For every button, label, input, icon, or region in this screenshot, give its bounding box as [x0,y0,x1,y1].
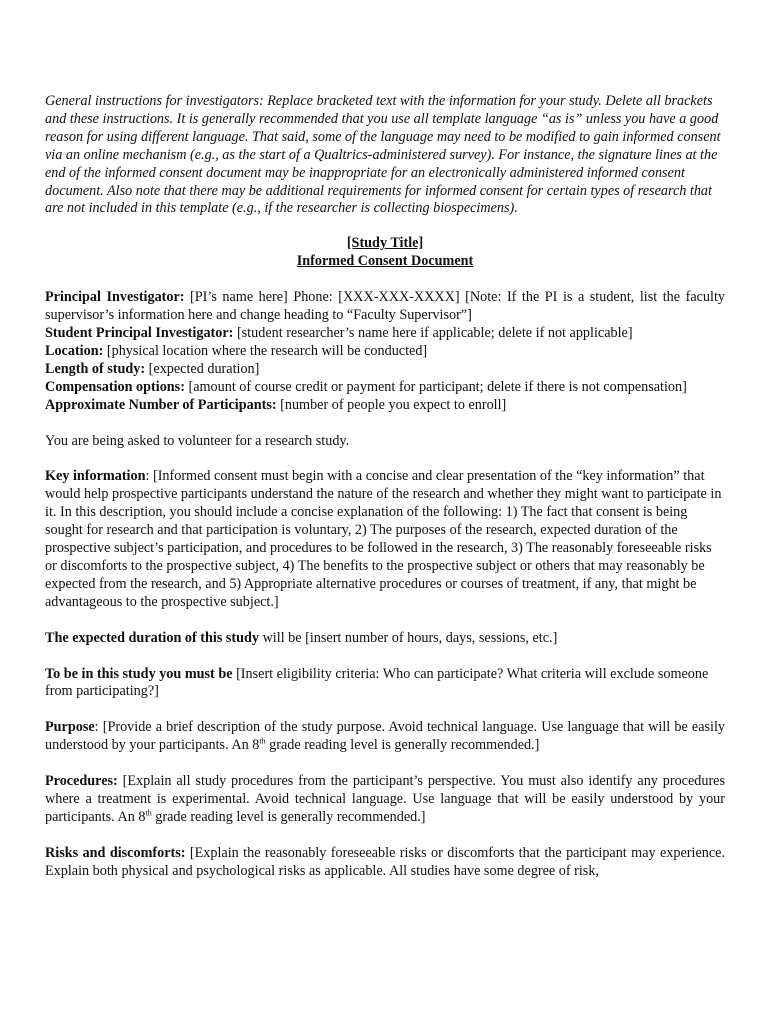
participants-value: [number of people you expect to enroll] [276,396,507,413]
risks-text: [Explain the reasonably foreseeable risks or discomforts that the participant may experience. Explain both physical and psychological risks as applicable. All studies have some degree of risk, [45,844,725,879]
principal-investigator-line [45,289,725,325]
student-pi-label: Student Principal Investigator: [45,324,234,341]
length-line [45,361,725,379]
student-pi-value: [student researcher’s name here if applicable; delete if not applicable] [233,324,633,341]
title-block [45,235,725,271]
risks-paragraph [45,845,725,881]
duration-text: will be [insert number of hours, days, sessions, etc.] [259,629,558,646]
risks-label: Risks and discomforts: [45,844,186,861]
pi-label: Principal Investigator: [45,289,185,306]
eligibility-paragraph [45,666,725,702]
eligibility-label: To be in this study you must be [45,665,233,682]
purpose-paragraph [45,719,725,755]
consent-document [45,93,725,899]
compensation-label: Compensation options: [45,378,185,395]
compensation-value: [amount of course credit or payment for participant; delete if there is not compensation] [184,378,687,395]
duration-label: The expected duration of this study [45,629,260,646]
investigator-instructions: General instructions for investigators: Replace bracketed text with the information for your study. Delete all brackets and these instructions. It is generally recommended that you use all template language “as is” unless you have a good reason for using different language. That said, some of the language may need to be modified to gain informed consent via an online mechanism (e.g., as the start of a Qualtrics-administered survey). For instance, the signature lines at the end of the informed consent document may be inappropriate for an electronically administered informed consent document. Also note that there may be additional requirements for informed consent for certain types of research that are not included in this template (e.g., if the researcher is collecting biospecimens). [45,93,721,217]
participants-line [45,397,725,415]
duration-paragraph [45,630,725,648]
study-meta [45,289,725,414]
purpose-superscript: th [259,736,266,746]
procedures-superscript: th [145,808,152,818]
study-title: [Study Title] [346,235,424,252]
eligibility-text: [Insert eligibility criteria: Who can participate? What criteria will exclude someone from participating?] [45,665,709,700]
length-value: [expected duration] [145,360,260,377]
student-pi-line [45,325,725,343]
procedures-label: Procedures: [45,773,118,790]
pi-value: [PI’s name here] Phone: [XXX-XXX-XXXX] [Note: If the PI is a student, list the faculty supervisor’s information here and change heading to “Faculty Supervisor”] [45,289,725,324]
location-line [45,343,725,361]
length-label: Length of study: [45,360,146,377]
procedures-paragraph [45,773,725,827]
document-title: Informed Consent Document [296,253,474,270]
purpose-label: Purpose [45,719,95,736]
location-value: [physical location where the research will be conducted] [103,342,428,359]
intro-paragraph: You are being asked to volunteer for a research study. [45,432,350,449]
key-information-text: : [Informed consent must begin with a concise and clear presentation of the “key information” that would help prospective participants understand the nature of the research and whether they might want to participate in it. In this description, you should include a concise explanation of the following: 1) The fact that consent is being sought for research and that participation is voluntary, 2) The purposes of the research, expected duration of the prospective subject’s participation, and procedures to be followed in the research, 3) The reasonably foreseeable risks or discomforts to the prospective subject, 4) The benefits to the prospective subject or others that may reasonably be expected from the research, and 5) Appropriate alternative procedures or courses of treatment, if any, that might be advantageous to the prospective subject.] [45,468,722,610]
key-information-paragraph [45,468,725,611]
procedures-text: [Explain all study procedures from the participant’s perspective. You must also identify any procedures where a treatment is experimental. Avoid technical language. Use language that will be easily understood by your participants. An 8 [45,773,725,825]
procedures-text-end: grade reading level is generally recommended.] [151,809,426,825]
compensation-line [45,379,725,397]
purpose-text-end: grade reading level is generally recommended.] [265,737,540,754]
location-label: Location: [45,342,104,359]
key-information-label: Key information [45,468,146,485]
purpose-text: : [Provide a brief description of the study purpose. Avoid technical language. Use language that will be easily understood by your participants. An 8 [45,719,725,754]
participants-label: Approximate Number of Participants: [45,396,277,413]
